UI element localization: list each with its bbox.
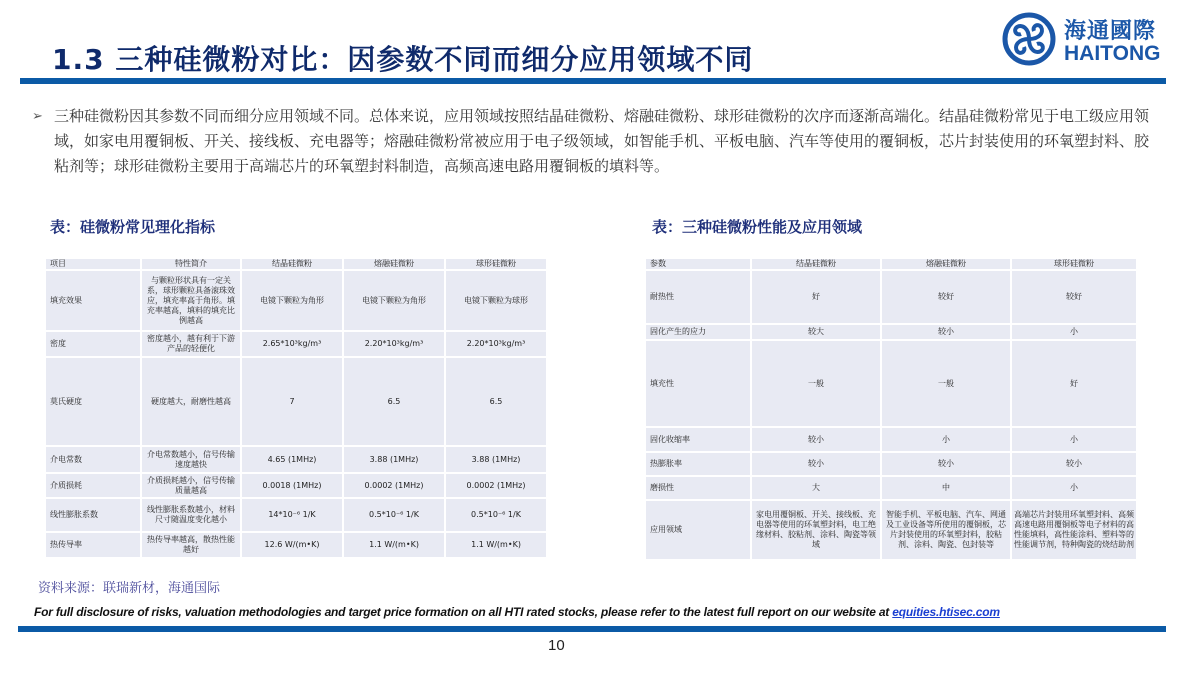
table-cell: 7 <box>241 357 343 446</box>
summary-text: 三种硅微粉因其参数不同而细分应用领域不同。总体来说，应用领域按照结晶硅微粉、熔融硅微粉、球形硅微粉的次序而逐渐高端化。结晶硅微粉常见于电工级应用领域，如家电用覆铜板、开关、接线板、充电器等；熔融硅微粉常被应用于电子级领域，如智能手机、平板电脑、汽车等使用的覆铜板，芯片封装使用的环氧塑封料、胶粘剂等；球形硅微粉主要用于高端芯片的环氧塑封料制造，高频高速电路用覆铜板的填料等。 <box>54 107 1150 175</box>
row-label: 密度 <box>45 331 141 357</box>
website-link[interactable]: equities.htisec.com <box>892 605 1000 619</box>
row-label: 磨损性 <box>645 476 751 500</box>
disclaimer-text: For full disclosure of risks, valuation methodologies and target price formation on all HTI rated stocks, please refer to the latest full report on our website at <box>34 605 893 619</box>
haitong-logo-icon <box>1002 12 1056 66</box>
row-label: 固化产生的应力 <box>645 324 751 340</box>
header-cell: 熔融硅微粉 <box>343 258 445 270</box>
row-label: 应用领域 <box>645 500 751 560</box>
table-header-row <box>45 258 547 270</box>
table-cell: 小 <box>1011 427 1137 452</box>
table-row <box>45 270 547 331</box>
table-cell: 较好 <box>1011 270 1137 324</box>
disclaimer <box>34 605 1000 619</box>
table-cell: 小 <box>1011 476 1137 500</box>
table-row <box>645 476 1137 500</box>
left-table-caption: 表：硅微粉常见理化指标 <box>50 218 216 236</box>
title-divider <box>20 78 1166 84</box>
row-label: 热膨胀率 <box>645 452 751 476</box>
bullet-arrow-icon: ➢ <box>32 109 43 124</box>
table-cell: 较小 <box>881 324 1011 340</box>
summary-paragraph <box>32 104 1152 179</box>
table-cell: 较小 <box>1011 452 1137 476</box>
table-cell: 1.1 W/(m•K) <box>343 532 445 558</box>
table-cell: 家电用覆铜板、开关、接线板、充电器等使用的环氧塑封料，电工绝缘材料、胶粘剂、涂料、陶瓷等领域 <box>751 500 881 560</box>
row-label: 热传导率 <box>45 532 141 558</box>
table-row <box>645 452 1137 476</box>
row-label: 填充性 <box>645 340 751 427</box>
row-label: 线性膨胀系数 <box>45 498 141 532</box>
table-cell: 0.5*10⁻⁶ 1/K <box>343 498 445 532</box>
table-cell: 高端芯片封装用环氧塑封料、高频高速电路用覆铜板等电子材料的高性能填料，高性能涂料、塑料等的性能调节剂，特种陶瓷的烧结助剂 <box>1011 500 1137 560</box>
table-cell: 较好 <box>881 270 1011 324</box>
header-cell: 熔融硅微粉 <box>881 258 1011 270</box>
table-cell: 0.0002 (1MHz) <box>343 473 445 498</box>
table-cell: 6.5 <box>343 357 445 446</box>
table-cell: 好 <box>751 270 881 324</box>
table-cell: 小 <box>881 427 1011 452</box>
table-cell: 6.5 <box>445 357 547 446</box>
table-header-row <box>645 258 1137 270</box>
table-cell: 电镜下颗粒为角形 <box>343 270 445 331</box>
table-cell: 3.88 (1MHz) <box>343 446 445 473</box>
table-cell: 0.0002 (1MHz) <box>445 473 547 498</box>
table-cell: 好 <box>1011 340 1137 427</box>
table-cell: 较大 <box>751 324 881 340</box>
table-cell: 介质损耗越小，信号传输质量越高 <box>141 473 241 498</box>
header-cell: 结晶硅微粉 <box>751 258 881 270</box>
table-cell: 热传导率越高，散热性能越好 <box>141 532 241 558</box>
footer-divider <box>18 626 1166 632</box>
table-row <box>645 500 1137 560</box>
table-row <box>45 446 547 473</box>
logo-chinese-text: 海通國際 <box>1064 19 1157 44</box>
header-cell: 结晶硅微粉 <box>241 258 343 270</box>
table-cell: 1.1 W/(m•K) <box>445 532 547 558</box>
table-cell: 硬度越大，耐磨性越高 <box>141 357 241 446</box>
table-cell: 较小 <box>881 452 1011 476</box>
table-row <box>45 473 547 498</box>
table-cell: 一般 <box>881 340 1011 427</box>
table-row <box>45 357 547 446</box>
table-cell: 大 <box>751 476 881 500</box>
table-cell: 电镜下颗粒为球形 <box>445 270 547 331</box>
table-row <box>45 331 547 357</box>
logo-english-text: HAITONG <box>1064 42 1161 65</box>
header-cell: 参数 <box>645 258 751 270</box>
table-cell: 介电常数越小，信号传输速度越快 <box>141 446 241 473</box>
source-note: 资料来源：联瑞新材，海通国际 <box>38 581 221 596</box>
table-cell: 智能手机、平板电脑、汽车、网通及工业设备等所使用的覆铜板，芯片封装使用的环氧塑封料，胶粘剂、涂料、陶瓷、包封装等 <box>881 500 1011 560</box>
table-row <box>45 532 547 558</box>
physical-properties-table <box>44 257 548 559</box>
table-cell: 12.6 W/(m•K) <box>241 532 343 558</box>
haitong-logo <box>998 8 1178 68</box>
table-row <box>645 324 1137 340</box>
table-cell: 0.5*10⁻⁶ 1/K <box>445 498 547 532</box>
table-row <box>645 340 1137 427</box>
table-cell: 密度越小，越有利于下游产品的轻便化 <box>141 331 241 357</box>
header-cell: 特性简介 <box>141 258 241 270</box>
table-cell: 2.65*10³kg/m³ <box>241 331 343 357</box>
table-cell: 4.65 (1MHz) <box>241 446 343 473</box>
table-row <box>645 270 1137 324</box>
row-label: 介电常数 <box>45 446 141 473</box>
table-cell: 2.20*10³kg/m³ <box>445 331 547 357</box>
row-label: 莫氏硬度 <box>45 357 141 446</box>
row-label: 耐热性 <box>645 270 751 324</box>
table-cell: 14*10⁻⁶ 1/K <box>241 498 343 532</box>
table-cell: 线性膨胀系数越小，材料尺寸随温度变化越小 <box>141 498 241 532</box>
row-label: 填充效果 <box>45 270 141 331</box>
table-cell: 0.0018 (1MHz) <box>241 473 343 498</box>
table-cell: 与颗粒形状具有一定关系，球形颗粒具备滚珠效应，填充率高于角形。填充率越高，填料的填充比例越高 <box>141 270 241 331</box>
table-cell: 3.88 (1MHz) <box>445 446 547 473</box>
table-cell: 较小 <box>751 427 881 452</box>
table-cell: 2.20*10³kg/m³ <box>343 331 445 357</box>
header-cell: 项目 <box>45 258 141 270</box>
page-title: 1.3 三种硅微粉对比：因参数不同而细分应用领域不同 <box>52 43 754 76</box>
table-cell: 小 <box>1011 324 1137 340</box>
header-cell: 球形硅微粉 <box>1011 258 1137 270</box>
page-number: 10 <box>548 637 565 654</box>
table-cell: 电镜下颗粒为角形 <box>241 270 343 331</box>
table-cell: 一般 <box>751 340 881 427</box>
row-label: 介质损耗 <box>45 473 141 498</box>
right-table-caption: 表：三种硅微粉性能及应用领域 <box>652 218 863 236</box>
table-row <box>645 427 1137 452</box>
table-cell: 较小 <box>751 452 881 476</box>
table-row <box>45 498 547 532</box>
header-cell: 球形硅微粉 <box>445 258 547 270</box>
table-cell: 中 <box>881 476 1011 500</box>
row-label: 固化收缩率 <box>645 427 751 452</box>
performance-application-table <box>644 257 1138 561</box>
